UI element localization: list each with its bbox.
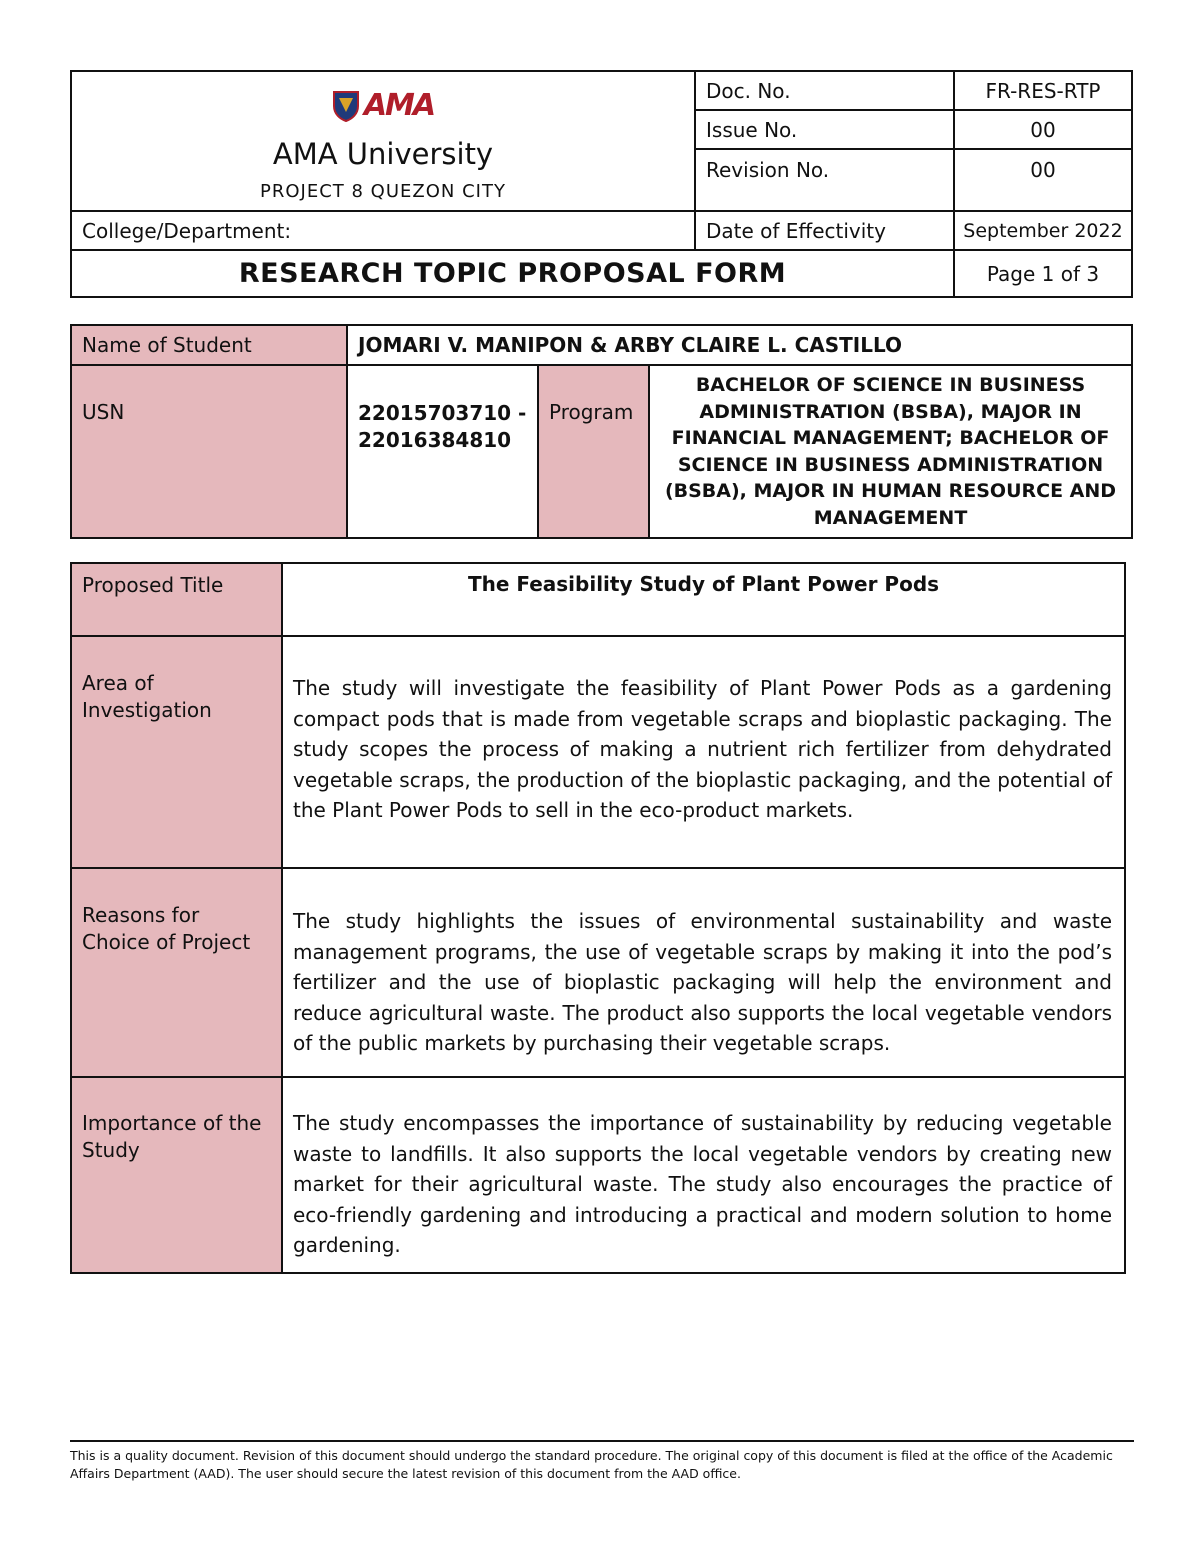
area-of-investigation-value: The study will investigate the feasibility of Plant Power Pods as a gardening compact pods that is made from vegetable scraps and bioplastic packaging. The study scopes the process of making a nutrient rich fertilizer from dehydrated vegetable scraps, the production of the bioplastic packaging, and the potential of the Plant Power Pods to sell in the eco-product markets. — [282, 636, 1125, 868]
logo-text: AMA — [363, 88, 435, 123]
effectivity-label: Date of Effectivity — [695, 211, 954, 250]
student-name-value: JOMARI V. MANIPON & ARBY CLAIRE L. CASTILLO — [347, 325, 1132, 365]
proposed-title-value: The Feasibility Study of Plant Power Pods — [282, 563, 1125, 636]
footer-note: This is a quality document. Revision of this document should undergo the standard procedure. The original copy of this document is filed at the office of the Academic Affairs Department (AAD). The user should secure the latest revision of this document from the AAD office. — [70, 1448, 1113, 1481]
campus-name: PROJECT 8 QUEZON CITY — [260, 180, 506, 202]
proposal-table — [70, 562, 1126, 1274]
usn-label: USN — [71, 365, 347, 538]
student-info-table — [70, 324, 1133, 539]
university-logo — [332, 88, 434, 123]
revision-no-label: Revision No. — [695, 149, 954, 211]
university-block — [71, 71, 695, 211]
form-title: RESEARCH TOPIC PROPOSAL FORM — [71, 250, 954, 297]
usn-line-2: 22016384810 — [358, 428, 512, 452]
footer-divider — [70, 1440, 1134, 1442]
page-number: Page 1 of 3 — [954, 250, 1132, 297]
importance-value: The study encompasses the importance of sustainability by reducing vegetable waste to landfills. It also supports the local vegetable vendors by creating new market for their agricultural waste. The study also encourages the practice of eco-friendly gardening and introducing a practical and modern solution to home gardening. — [282, 1077, 1125, 1273]
usn-value — [347, 365, 538, 538]
area-of-investigation-label: Area of Investigation — [71, 636, 282, 868]
reasons-label: Reasons for Choice of Project — [71, 868, 282, 1077]
doc-no-label: Doc. No. — [695, 71, 954, 110]
issue-no-label: Issue No. — [695, 110, 954, 149]
program-label: Program — [538, 365, 649, 538]
importance-label: Importance of the Study — [71, 1077, 282, 1273]
program-value: BACHELOR OF SCIENCE IN BUSINESS ADMINISTRATION (BSBA), MAJOR IN FINANCIAL MANAGEMENT; BACHELOR OF SCIENCE IN BUSINESS ADMINISTRATION (BSBA), MAJOR IN HUMAN RESOURCE AND MANAGEMENT — [649, 365, 1132, 538]
document-header-table — [70, 70, 1133, 298]
shield-icon — [332, 90, 360, 122]
issue-no-value: 00 — [954, 110, 1132, 149]
effectivity-value: September 2022 — [954, 211, 1132, 250]
revision-no-value: 00 — [954, 149, 1132, 211]
college-department-label: College/Department: — [71, 211, 695, 250]
proposed-title-label: Proposed Title — [71, 563, 282, 636]
reasons-value: The study highlights the issues of environmental sustainability and waste management programs, the use of vegetable scraps by making it into the pod’s fertilizer and the use of bioplastic packaging will help the environment and reduce agricultural waste. The product also supports the local vegetable vendors of the public markets by purchasing their vegetable scraps. — [282, 868, 1125, 1077]
student-name-label: Name of Student — [71, 325, 347, 365]
usn-line-1: 22015703710 - — [358, 401, 527, 425]
university-name: AMA University — [272, 136, 494, 171]
doc-no-value: FR-RES-RTP — [954, 71, 1132, 110]
